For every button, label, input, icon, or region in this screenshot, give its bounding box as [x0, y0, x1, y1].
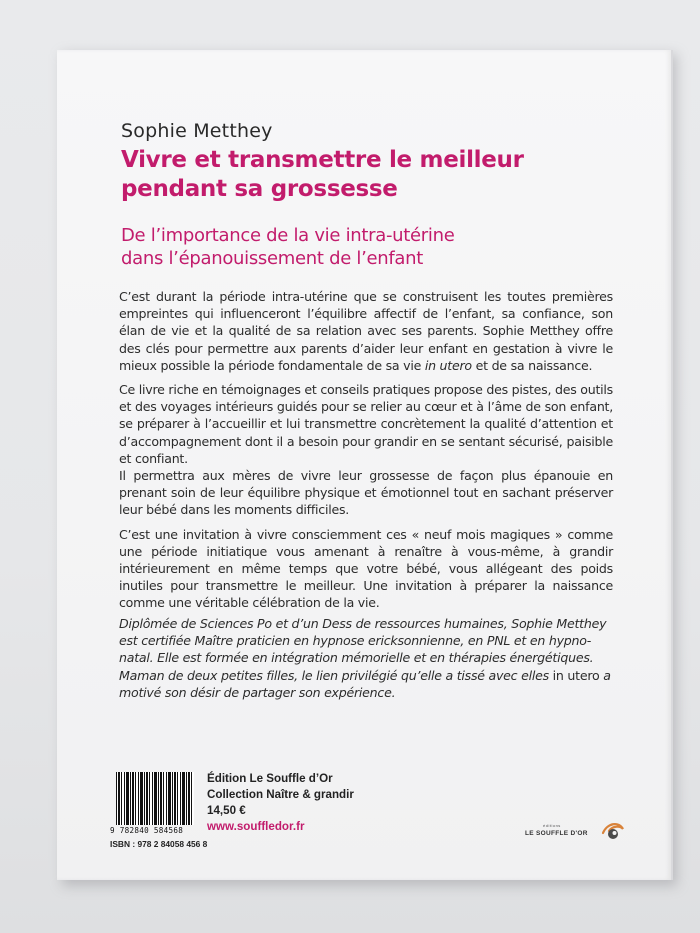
book-subtitle-line: De l’importance de la vie intra-utérine: [121, 225, 455, 246]
blurb-text: C’est durant la période intra-utérine que se construisent les toutes premières empreintes qui influenceront l’équilibre affectif de l’enfant, sa confiance, son élan de vie et la qualité de sa relation avec ses parents. Sophie Metthey offre des clés pour permettre aux parents d’aider leur enfant en gestation à vivre le mieux possible la période fondamentale de sa vie: [119, 289, 613, 373]
blurb-text: et de sa naissance.: [471, 357, 593, 373]
barcode: [110, 768, 208, 853]
blurb-paragraph: [119, 288, 613, 374]
blurb-paragraph: C’est une invitation à vivre consciemment ces « neuf mois magiques » comme une période initiatique vous amenant à renaître à vous-même, à grandir intérieurement en même temps que votre bébé, vous allégeant des poids inutiles pour transmettre le meilleur. Une invitation à préparer la naissance comme une véritable célébration de la vie.: [119, 526, 613, 611]
bio-upright-text: in utero: [548, 667, 604, 683]
collection-name: Collection Naître & grandir: [207, 788, 354, 801]
book-back-cover: [57, 50, 673, 880]
barcode-bars: [116, 772, 194, 825]
publisher-logo: [525, 819, 625, 849]
swirl-logo-icon: [599, 819, 627, 843]
book-subtitle: [121, 224, 641, 270]
book-title-line: pendant sa grossesse: [121, 176, 398, 202]
book-title: [121, 146, 641, 204]
blurb-paragraph: Il permettra aux mères de vivre leur grossesse de façon plus épanouie en prenant soin de leur équilibre physique et émotionnel tout en sachant préserver leur bébé dans les moments difficiles.: [119, 468, 613, 518]
bio-paragraph: Diplômée de Sciences Po et d’un Dess de ressources humaines, Sophie Metthey est certifiée Maître praticien en hypnose ericksonnienne, en PNL et en hypno-natal. Elle est formée en intégration mémorielle et en thérapies énergétiques.: [119, 616, 607, 666]
book-subtitle-line: dans l’épanouissement de l’enfant: [121, 248, 424, 269]
bio-paragraph: [119, 667, 619, 701]
author-name: Sophie Metthey: [121, 120, 273, 142]
publisher-info: [207, 771, 407, 835]
ean-number: 9 782840 584568: [110, 826, 184, 835]
isbn-number: ISBN : 978 2 84058 456 8: [110, 839, 208, 849]
publisher-name: Édition Le Souffle d’Or: [207, 772, 333, 785]
price: 14,50 €: [207, 804, 246, 817]
logo-small-text: éditions: [543, 823, 561, 828]
logo-text: LE SOUFFLE D'OR: [525, 830, 588, 837]
publisher-url: www.souffledor.fr: [207, 820, 305, 833]
bio-text: Maman de deux petites filles, le lien privilégié qu’elle a tissé avec elles: [119, 667, 549, 683]
blurb: [119, 288, 613, 619]
blurb-italic-text: in utero: [424, 357, 472, 373]
author-bio: [119, 615, 619, 701]
blurb-paragraph: Ce livre riche en témoignages et conseils pratiques propose des pistes, des outils et des voyages intérieurs guidés pour se relier au cœur et à l’âme de son enfant, se préparer à l’accueillir et lui transmettre concrètement la qualité d’attention et d’accompagnement dont il a besoin pour grandir en se sentant sécurisé, paisible et confiant.: [119, 382, 613, 466]
book-title-line: Vivre et transmettre le meilleur: [121, 147, 524, 173]
bio-text: a motivé son désir de partager son expérience.: [119, 667, 611, 700]
